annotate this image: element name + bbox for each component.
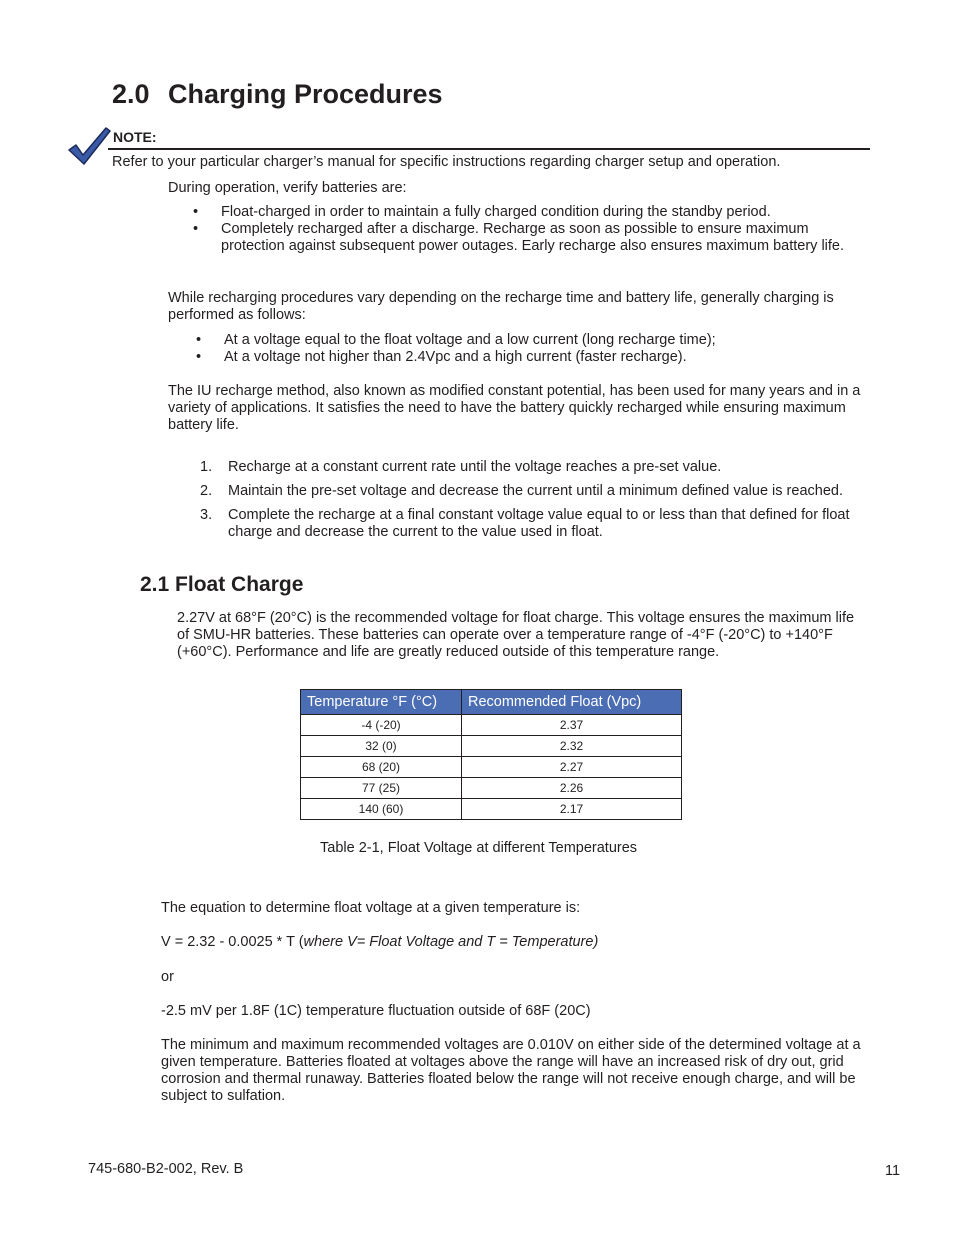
table-header: Recommended Float (Vpc) — [462, 690, 682, 715]
note-label: NOTE: — [113, 129, 157, 145]
list-item: • Completely recharged after a discharge. Recharge as soon as possible to ensure maximum protection against subsequent power outages. Early recharge also ensures maximum battery life. — [193, 221, 845, 254]
table-cell: 77 (25) — [301, 778, 462, 799]
fluctuation-text: -2.5 mV per 1.8F (1C) temperature fluctuation outside of 68F (20C) — [161, 1003, 591, 1019]
operation-intro: During operation, verify batteries are: — [168, 180, 407, 196]
list-item: • At a voltage not higher than 2.4Vpc and a high current (faster recharge). — [196, 349, 687, 365]
table-header: Temperature °F (°C) — [301, 690, 462, 715]
operation-bullets — [193, 204, 871, 255]
list-item: 1. Recharge at a constant current rate until the voltage reaches a pre-set value. — [200, 459, 722, 475]
document-id: 745-680-B2-002, Rev. B — [88, 1161, 244, 1177]
page-title: 2.0 Charging Procedures — [112, 79, 443, 109]
or-text: or — [161, 969, 174, 985]
float-paragraph: 2.27V at 68°F (20°C) is the recommended voltage for float charge. This voltage ensures the maximum life of SMU-HR batteries. These batteries can operate over a temperature range of -4°F (-20°C) to +140°F (+60°C). Performance and life are greatly reduced outside of this temperature range. — [177, 610, 855, 660]
table-header-row — [301, 690, 682, 715]
table-cell: 2.37 — [462, 715, 682, 736]
table-cell: 140 (60) — [301, 799, 462, 820]
table-cell: 2.32 — [462, 736, 682, 757]
table-cell: 2.27 — [462, 757, 682, 778]
table-caption: Table 2-1, Float Voltage at different Temperatures — [320, 840, 638, 856]
section-heading: 2.1 Float Charge — [140, 573, 304, 596]
list-item: • At a voltage equal to the float voltage and a low current (long recharge time); — [196, 332, 716, 348]
table-cell: -4 (-20) — [301, 715, 462, 736]
recharge-intro: While recharging procedures vary depending on the recharge time and battery life, generally charging is performed as follows: — [168, 290, 834, 323]
recharge-bullets — [196, 332, 874, 366]
float-voltage-table — [300, 689, 682, 820]
table-cell: 2.26 — [462, 778, 682, 799]
note-divider — [108, 148, 870, 150]
list-item: 3. Complete the recharge at a final constant voltage value equal to or less than that defined for float charge and decrease the current to the value used in float. — [200, 507, 850, 540]
table-row — [301, 715, 682, 736]
equation: V = 2.32 - 0.0025 * T (where V= Float Voltage and T = Temperature) — [161, 934, 599, 950]
table-cell: 68 (20) — [301, 757, 462, 778]
iu-steps — [200, 459, 868, 541]
range-paragraph: The minimum and maximum recommended voltages are 0.010V on either side of the determined voltage at a given temperature. Batteries floated at voltages above the range will have an increased risk of dry out, grid corrosion and thermal runaway. Batteries floated below the range will not receive enough charge, and will be subject to sulfation. — [161, 1037, 861, 1104]
table-row — [301, 778, 682, 799]
equation-note: where V= Float Voltage and T = Temperature) — [303, 934, 599, 950]
equation-intro: The equation to determine float voltage at a given temperature is: — [161, 900, 581, 916]
table-row — [301, 736, 682, 757]
table-row — [301, 757, 682, 778]
note-text: Refer to your particular charger’s manual for specific instructions regarding charger setup and operation. — [112, 154, 781, 170]
iu-paragraph: The IU recharge method, also known as modified constant potential, has been used for many years and in a variety of applications. It satisfies the need to have the battery quickly recharged while ensuring maximum battery life. — [168, 383, 861, 433]
table-cell: 32 (0) — [301, 736, 462, 757]
page-number: 11 — [885, 1163, 901, 1179]
list-item: 2. Maintain the pre-set voltage and decrease the current until a minimum defined value is reached. — [200, 483, 843, 499]
table-cell: 2.17 — [462, 799, 682, 820]
table-row — [301, 799, 682, 820]
list-item: • Float-charged in order to maintain a fully charged condition during the standby period. — [193, 204, 771, 220]
checkmark-icon — [66, 126, 112, 166]
